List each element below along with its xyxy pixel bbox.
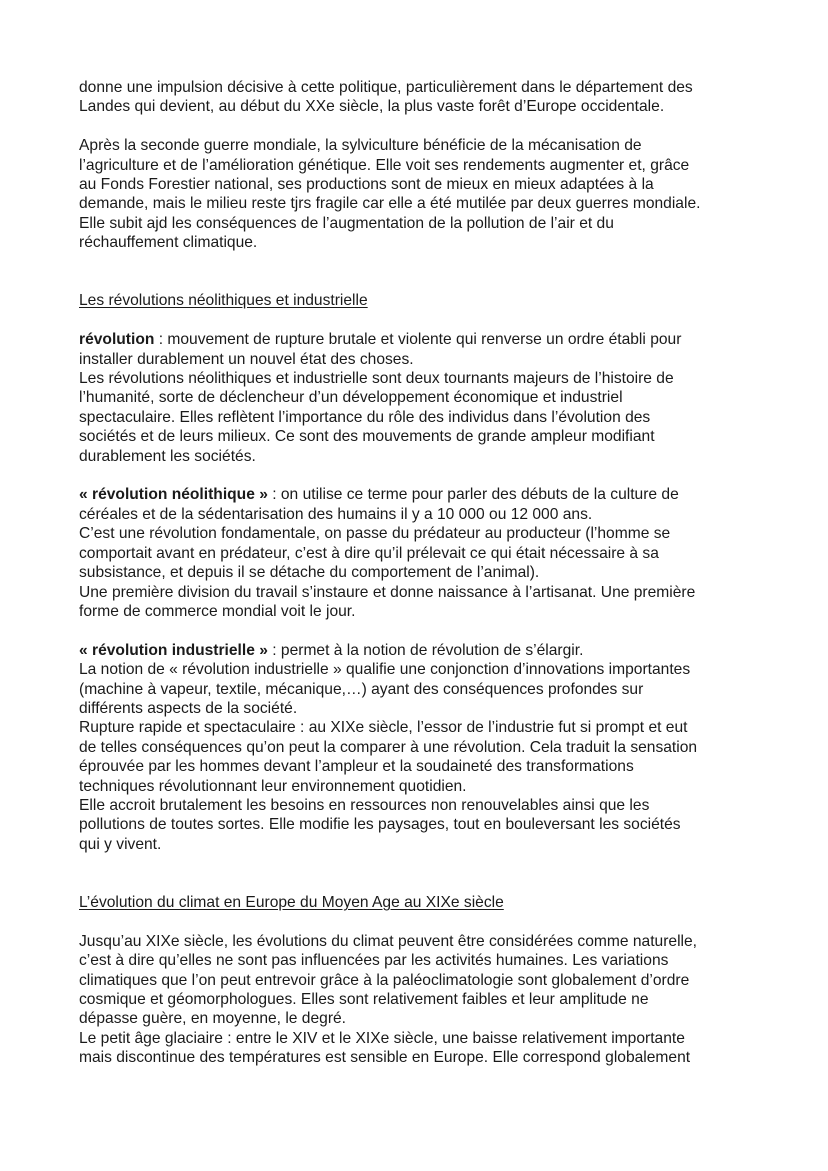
text-line: différents aspects de la société. [79, 699, 298, 717]
text-line: La notion de « révolution industrielle » qualifie une conjonction d’innovations importantes [79, 661, 691, 679]
text-line: Une première division du travail s’instaure et donne naissance à l’artisanat. Une première [79, 583, 696, 601]
text-line [79, 330, 759, 349]
revolution-definition-paragraph [79, 330, 759, 466]
text-line: pollutions de toutes sortes. Elle modifie les paysages, tout en bouleversant les sociétés [79, 816, 681, 834]
text-line: Le petit âge glaciaire : entre le XIV et le XIXe siècle, une baisse relativement importante [79, 1029, 685, 1047]
text-line [79, 485, 759, 504]
text-line: sociétés et de leurs milieux. Ce sont des mouvements de grande ampleur modifiant [79, 428, 655, 446]
text-line [79, 641, 759, 660]
text-line: climatiques que l’on peut entrevoir grâce à la paléoclimatologie sont globalement d’ordre [79, 971, 690, 989]
text-line: réchauffement climatique. [79, 234, 258, 252]
text-line: Elle subit ajd les conséquences de l’augmentation de la pollution de l’air et du [79, 214, 614, 232]
text-line: dépasse guère, en moyenne, le degré. [79, 1010, 347, 1028]
term-industrial-revolution: « révolution industrielle » [79, 641, 268, 659]
section-title: L’évolution du climat en Europe du Moyen Age au XIXe siècle [79, 893, 504, 911]
term-neolithic-revolution: « révolution néolithique » [79, 486, 268, 504]
section-title: Les révolutions néolithiques et industrielle [79, 292, 368, 310]
text-line: C’est une révolution fondamentale, on passe du prédateur au producteur (l’homme se [79, 525, 671, 543]
definition-text: : on utilise ce terme pour parler des débuts de la culture de [267, 486, 679, 504]
text-line: l’agriculture et de l’amélioration génétique. Elle voit ses rendements augmenter et, grâce [79, 156, 690, 174]
text-line: au Fonds Forestier national, ses productions sont de mieux en mieux adaptées à la [79, 176, 654, 194]
text-line: durablement les sociétés. [79, 447, 256, 465]
industrial-paragraph [79, 641, 759, 854]
text-line: céréales et de la sédentarisation des humains il y a 10 000 ou 12 000 ans. [79, 505, 593, 523]
text-line: Les révolutions néolithiques et industrielle sont deux tournants majeurs de l’histoire de [79, 370, 674, 388]
text-line: techniques révolutionnant leur environnement quotidien. [79, 777, 467, 795]
text-line: installer durablement un nouvel état des choses. [79, 350, 414, 368]
text-line: l’humanité, sorte de déclencheur d’un développement économique et industriel [79, 389, 623, 407]
definition-text: : permet à la notion de révolution de s’élargir. [267, 641, 584, 659]
postwar-paragraph [79, 136, 759, 252]
text-line: (machine à vapeur, textile, mécanique,…) ayant des conséquences profondes sur [79, 680, 644, 698]
definition-text: : mouvement de rupture brutale et violente qui renverse un ordre établi pour [154, 331, 682, 349]
intro-continuation-paragraph [79, 78, 759, 117]
text-line: Rupture rapide et spectaculaire : au XIXe siècle, l’essor de l’industrie fut si prompt et eut [79, 719, 688, 737]
climate-paragraph [79, 932, 759, 1068]
text-line: comportait avant en prédateur, c’est à dire qu’il prélevait ce qui était nécessaire à sa [79, 544, 659, 562]
text-line: éprouvée par les hommes devant l’ampleur et la soudaineté des transformations [79, 758, 634, 776]
text-line: Après la seconde guerre mondiale, la sylviculture bénéficie de la mécanisation de [79, 137, 642, 155]
section-heading-revolutions [79, 291, 759, 310]
text-line: Landes qui devient, au début du XXe siècle, la plus vaste forêt d’Europe occidentale. [79, 98, 665, 116]
text-line: demande, mais le milieu reste tjrs fragile car elle a été mutilée par deux guerres mondiale. [79, 195, 701, 213]
text-line: forme de commerce mondial voit le jour. [79, 602, 356, 620]
neolithic-paragraph [79, 485, 759, 621]
text-line: c’est à dire qu’elles ne sont pas influencées par les activités humaines. Les variations [79, 952, 669, 970]
text-line: Elle accroit brutalement les besoins en ressources non renouvelables ainsi que les [79, 796, 650, 814]
text-line: spectaculaire. Elles reflètent l’importance du rôle des individus dans l’évolution des [79, 408, 651, 426]
text-line: cosmique et géomorphologues. Elles sont relativement faibles et leur amplitude ne [79, 990, 649, 1008]
text-line: qui y vivent. [79, 835, 162, 853]
section-heading-climate [79, 893, 759, 912]
term-revolution: révolution [79, 331, 155, 349]
document-page [79, 78, 759, 1068]
text-line: subsistance, et depuis il se détache du comportement de l’animal). [79, 564, 540, 582]
text-line: donne une impulsion décisive à cette politique, particulièrement dans le département des [79, 79, 693, 96]
text-line: de telles conséquences qu’on peut la comparer à une révolution. Cela traduit la sensation [79, 738, 698, 756]
text-line: Jusqu’au XIXe siècle, les évolutions du climat peuvent être considérées comme naturelle, [79, 932, 698, 950]
text-line: mais discontinue des températures est sensible en Europe. Elle correspond globalement [79, 1049, 691, 1067]
